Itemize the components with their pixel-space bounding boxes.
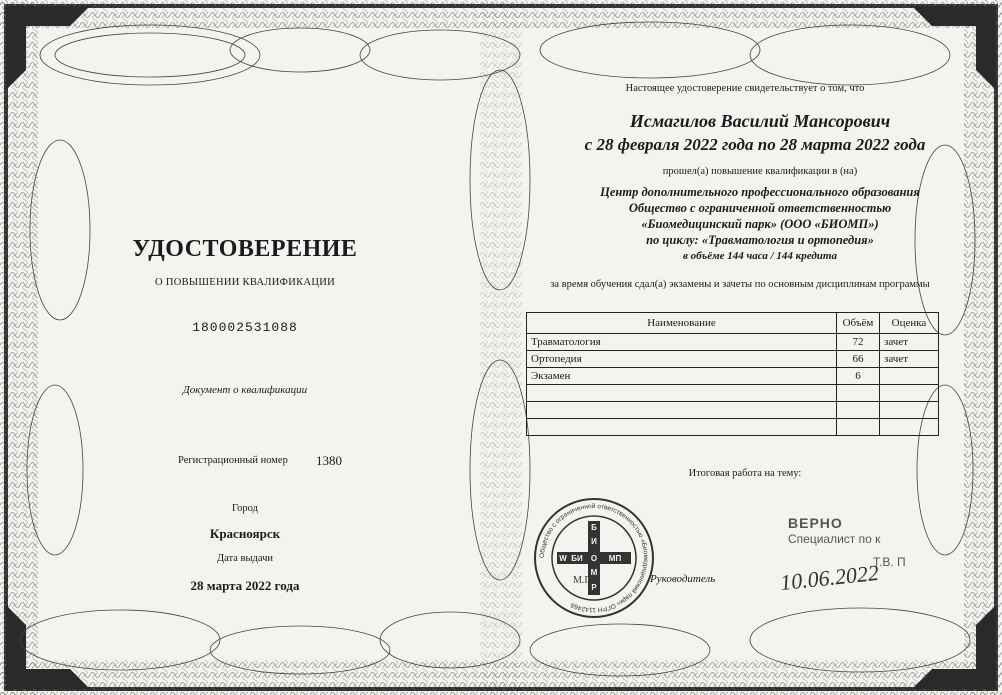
seal-mp: М.П. [573,575,595,586]
table-row [527,419,939,436]
seal-letter: W [559,554,567,563]
table-header-row [527,313,939,334]
subject-volume: 66 [837,351,880,368]
subject-name [527,402,837,419]
final-work-label: Итоговая работа на тему: [688,468,802,479]
subject-volume [837,419,880,436]
certificate-title: УДОСТОВЕРЕНИЕ [132,236,358,262]
seal-ring-text: Общество с ограниченной ответственностью «Биомедицинский парк» ОГРН 1142468 [538,502,650,614]
subject-grade [880,368,939,385]
org-line-1: Центр дополнительного профессионального образования [600,185,920,199]
subject-volume: 72 [837,334,880,351]
exams-text: за время обучения сдал(а) экзамены и зачеты по основным дисциплинам программы [550,279,930,290]
certified-stamp: ВЕРНО [788,515,843,531]
issue-date: 28 марта 2022 года [190,578,300,593]
subject-volume: 6 [837,368,880,385]
issue-date-label: Дата выдачи [216,553,274,564]
subject-volume [837,402,880,419]
training-volume: в объёме 144 часа / 144 кредита [683,250,837,262]
header-grade: Оценка [880,313,939,334]
document-type: Документ о квалификации [182,384,308,396]
seal-letter: Б [591,523,597,532]
seal-letter: О [590,554,598,563]
certifier-initials: Т.В. П [873,555,906,569]
seal-letter: МП [608,554,622,563]
table-row [527,334,939,351]
table-row [527,351,939,368]
certifier-title: Специалист по к [788,532,881,546]
org-line-3: «Биомедицинский парк» (ООО «БИОМП») [641,217,879,231]
grades-table [526,312,939,436]
subject-name: Экзамен [527,368,837,385]
passed-text: прошел(а) повышение квалификации в (на) [662,166,858,177]
certificate-subtitle: О ПОВЫШЕНИИ КВАЛИФИКАЦИИ [155,277,335,288]
registration-number: 1380 [316,453,342,468]
table-row [527,402,939,419]
organization-block [555,184,965,264]
training-period: с 28 февраля 2022 года по 28 марта 2022 года [584,135,926,154]
intro-text: Настоящее удостоверение свидетельствует о том, что [625,83,865,94]
city-label: Город [232,503,258,514]
org-line-2: Общество с ограниченной ответственностью [628,201,892,215]
certification-date: 10.06.2022 [778,559,880,596]
table-row [527,385,939,402]
subject-name: Ортопедия [527,351,837,368]
registration-label: Регистрационный номер [178,455,288,466]
subject-grade [880,385,939,402]
seal-letter: И [591,537,597,546]
subject-name [527,385,837,402]
subject-grade [880,402,939,419]
header-volume: Объём [837,313,880,334]
subject-grade [880,419,939,436]
subject-grade: зачет [880,351,939,368]
subject-grade: зачет [880,334,939,351]
subject-name: Травматология [527,334,837,351]
head-signature-label: Руководитель [650,573,716,585]
header-name: Наименование [527,313,837,334]
organization-seal [533,497,655,619]
table-row [527,368,939,385]
subject-name [527,419,837,436]
seal-letter: Р [591,583,597,592]
holder-name: Исмагилов Василий Мансорович [629,111,891,131]
subject-volume [837,385,880,402]
training-cycle: по циклу: «Травматология и ортопедия» [646,233,874,247]
city: Красноярск [209,526,281,541]
seal-letter: БИ [571,554,583,563]
seal-letter: М [590,568,598,577]
certificate-number: 180002531088 [192,320,298,335]
